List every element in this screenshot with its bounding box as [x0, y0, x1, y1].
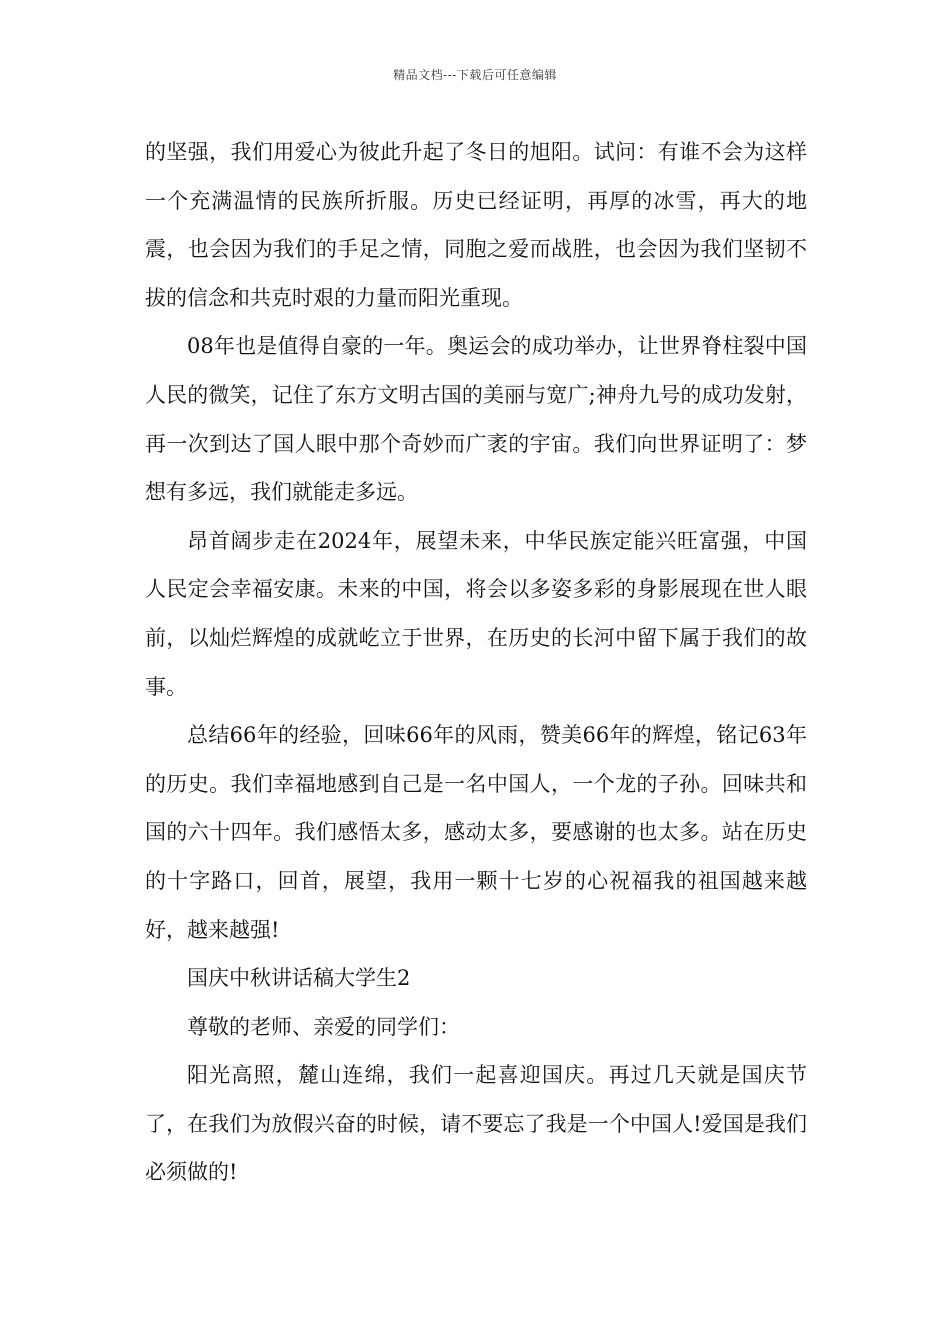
paragraph-olympics: 08年也是值得自豪的一年。奥运会的成功举办，让世界脊柱裂中国人民的微笑，记住了东方文明古国的美丽与宽广;神舟九号的成功发射，再一次到达了国人眼中那个奇妙而广袤的宇宙。我们向世界证明了：梦想有多远，我们就能走多远。 [145, 334, 807, 505]
paragraph-future: 昂首阔步走在2024年，展望未来，中华民族定能兴旺富强，中国人民定会幸福安康。未来的中国，将会以多姿多彩的身影展现在世人眼前，以灿烂辉煌的成就屹立于世界，在历史的长河中留下属于我们的故事。 [145, 528, 807, 699]
salutation: 尊敬的老师、亲爱的同学们： [187, 1014, 460, 1039]
paragraph-continuation: 的坚强，我们用爱心为彼此升起了冬日的旭阳。试问：有谁不会为这样一个充满温情的民族所折服。历史已经证明，再厚的冰雪，再大的地震，也会因为我们的手足之情，同胞之爱而战胜，也会因为我们坚韧不拔的信念和共克时艰的力量而阳光重现。 [145, 140, 807, 310]
paragraph-summary: 总结66年的经验，回味66年的风雨，赞美66年的辉煌，铭记63年的历史。我们幸福地感到自己是一名中国人，一个龙的子孙。回味共和国的六十四年。我们感悟太多，感动太多，要感谢的也太多。站在历史的十字路口，回首，展望，我用一颗十七岁的心祝福我的祖国越来越好，越来越强! [145, 723, 807, 942]
document-body [145, 128, 807, 1197]
section-title: 国庆中秋讲话稿大学生2 [187, 966, 411, 991]
page-header: 精品文档---下载后可任意编辑 [393, 68, 557, 82]
paragraph-national-day: 阳光高照，麓山连绵，我们一起喜迎国庆。再过几天就是国庆节了，在我们为放假兴奋的时候，请不要忘了我是一个中国人!爱国是我们必须做的! [145, 1063, 807, 1185]
